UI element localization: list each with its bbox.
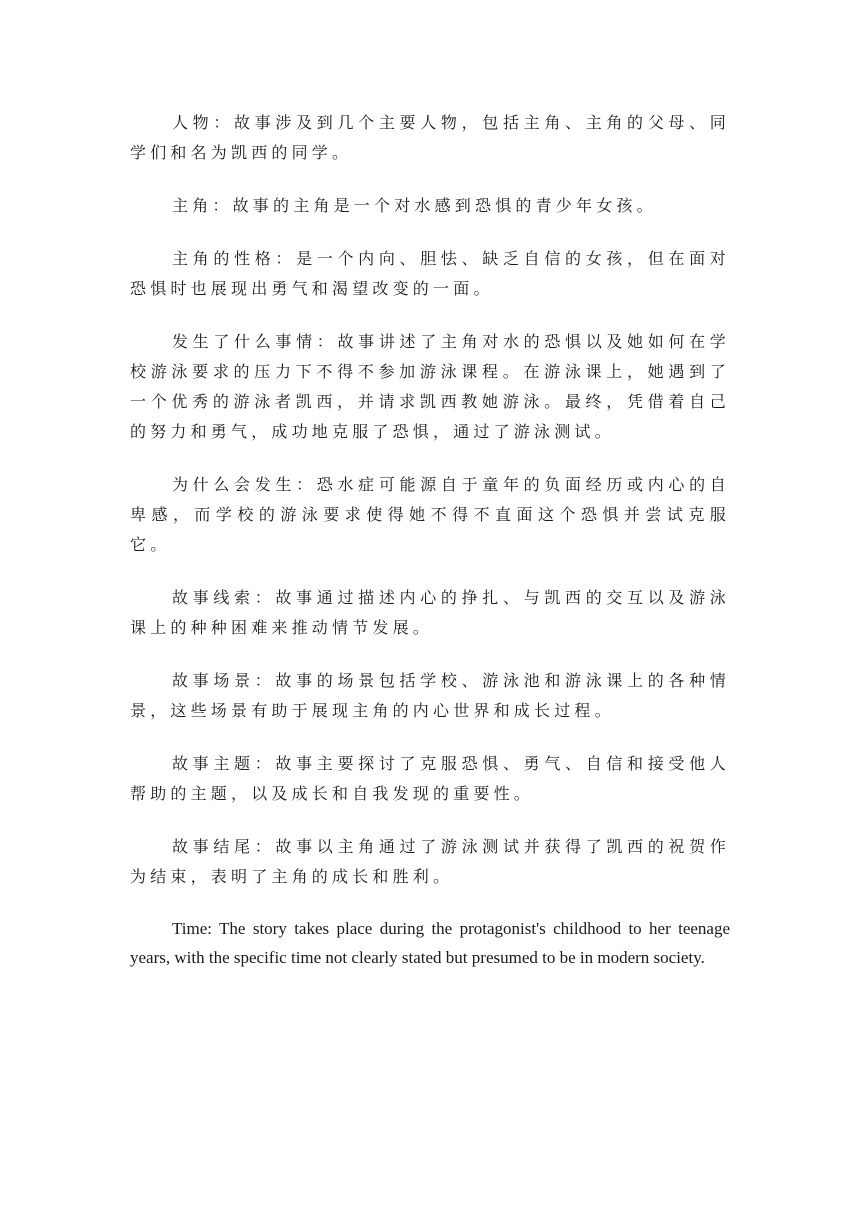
paragraph-theme: 故事主题：故事主要探讨了克服恐惧、勇气、自信和接受他人帮助的主题，以及成长和自我发现的重要性。 <box>130 754 730 803</box>
paragraph-events: 发生了什么事情：故事讲述了主角对水的恐惧以及她如何在学校游泳要求的压力下不得不参加游泳课程。在游泳课上，她遇到了一个优秀的游泳者凯西，并请求凯西教她游泳。最终，凭借着自己的努力和勇气，成功地克服了恐惧，通过了游泳测试。 <box>130 332 730 441</box>
paragraph-ending: 故事结尾：故事以主角通过了游泳测试并获得了凯西的祝贺作为结束，表明了主角的成长和胜利。 <box>130 837 730 886</box>
paragraph-clues: 故事线索：故事通过描述内心的挣扎、与凯西的交互以及游泳课上的种种困难来推动情节发展。 <box>130 588 730 637</box>
document-body <box>130 108 730 972</box>
paragraph-cause: 为什么会发生：恐水症可能源自于童年的负面经历或内心的自卑感，而学校的游泳要求使得她不得不直面这个恐惧并尝试克服它。 <box>130 475 730 554</box>
paragraph-characters: 人物：故事涉及到几个主要人物，包括主角、主角的父母、同学们和名为凯西的同学。 <box>130 113 730 162</box>
paragraph-personality: 主角的性格：是一个内向、胆怯、缺乏自信的女孩，但在面对恐惧时也展现出勇气和渴望改变的一面。 <box>130 249 730 298</box>
paragraph-setting: 故事场景：故事的场景包括学校、游泳池和游泳课上的各种情景，这些场景有助于展现主角的内心世界和成长过程。 <box>130 671 730 720</box>
paragraph-protagonist: 主角：故事的主角是一个对水感到恐惧的青少年女孩。 <box>172 196 657 215</box>
paragraph-time-english: Time: The story takes place during the protagonist's childhood to her teenage years, with the specific time not clearly stated but presumed to be in modern society. <box>130 919 730 967</box>
